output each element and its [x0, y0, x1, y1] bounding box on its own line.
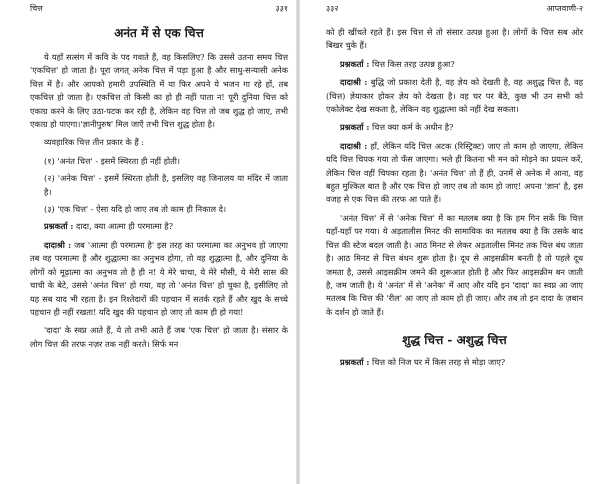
speaker-label: दादाश्री :	[340, 77, 368, 88]
left-page-number: ३३१	[275, 4, 288, 13]
right-page-header	[326, 3, 583, 14]
right-final-qa	[326, 356, 583, 369]
left-qa-1	[30, 220, 288, 233]
qa-text: चित्त को निज घर में किस तरह से मोड़ा जाए?	[372, 357, 506, 368]
right-header-title: आप्तवाणी-२	[546, 4, 583, 13]
speaker-label: दादाश्री :	[44, 239, 72, 250]
right-qa-1	[326, 58, 583, 71]
speaker-label: दादाश्री :	[340, 140, 368, 151]
speaker-label: प्रश्नकर्ता :	[340, 122, 370, 133]
left-qa-2	[30, 239, 288, 319]
left-list-item-1: (१) 'अनंत चित्त' - इसमें स्थिरता ही नहीं होती।	[44, 155, 180, 166]
right-opening-paragraph: को ही खींचते रहते हैं। इस चित्त से तो संसार उत्पन्न हुआ है। लोगों के चित्त सब ओर बिखर चुके हैं।	[326, 27, 583, 51]
qa-text: चित्त किस तरह उत्पन्न हुआ?	[372, 58, 455, 69]
left-header-title: चित्त	[30, 4, 43, 13]
qa-text: दादा, क्या आत्मा ही परमात्मा है?	[76, 221, 174, 232]
right-middle-paragraph: 'अनंत चित्त' में से 'अनेक चित्त' में का मतलब क्या है कि हम गिन सकें कि चित्त यहाँ-यहाँ पर गया। ये अड़तालीस मिनट की सामायिक का मतलब क्या है कि उसके बाद चित्त की स्टेज बदल जाती है। आठ मिनट से लेकर अड़तालीस मिनट तक चित्त बंध जाता है। आठ मिनट से चित्त बंधन शुरू होता है। दूध से आइसक्रीम बनती है तो पहले दूध जमता है, उससे आइसक्रीम जमने की शुरूआत होती है और फिर आइसक्रीम बन जाती है, जम जाती है। ये 'अनंत' में से 'अनेक' में आए और यदि इन 'दादा' का स्वप्न आ जाए मतलब कि चित्त की 'रील' आ जाए तो काम हो ही जाए। और तब तो इन दादा के ज़बान के दर्शन हो जाते हैं।	[326, 212, 583, 317]
left-page	[0, 0, 296, 484]
left-paragraph-1: ये यहाँ सत्संग में कवि के पद गवाते हैं, वह किसलिए? कि उससे उतना समय चित्त 'एकचित्त' हो जाता है। पूरा जगत् अनेक चित्त में पड़ा हुआ है और साधु-सन्यासी अनेक चित्त में है। और आपको हमारी उपस्थिति में या फिर अपने ये भजन गा रहे हों, तब एकचित्त हो जाता है। एकचित्त तो किसी का हो ही नहीं पाता न! पूरी दुनिया चित्त को एकाग्र करने के लिए उठा-पटक कर रही है, लेकिन वह चित्त तो जब शुद्ध हो जाए, तभी एकाग्र हो पाएगा।'ज्ञानीपुरुष' मिल जाएँ तभी चित्त शुद्ध होता है।	[30, 52, 288, 130]
right-qa-2	[326, 76, 583, 116]
left-section-title: अनंत में से एक चित्त	[114, 26, 204, 40]
speaker-label: प्रश्नकर्ता :	[340, 58, 370, 69]
speaker-label: प्रश्नकर्ता :	[340, 357, 370, 368]
qa-text: बुद्धि जो प्रकाश देती है, वह ज्ञेय को देखती है, वह अशुद्ध चित्त है, वह (चित्त) ज्ञेयाकार होकर ज्ञेय को देखता है। वह घर पर बैठे, कुछ भी उन सभी को एकोलेक्ट देख सकता है, लेकिन वह शुद्धात्मा को नहीं देख सकता।	[326, 77, 583, 115]
qa-text: हाँ, लेकिन यदि चित्त अटक (रिस्ट्रिक्ट) जाए तो काम हो जाएगा, लेकिन यदि चित्त चिपक गया तो फँस जाएगा। भले ही कितना भी मन को मोड़ने का प्रयत्न करें, लेकिन चित्त वहीं चिपका रहता है। 'अनंत चित्त' तो हैं ही, उनमें से अनेक में आना, वह बहुत मुश्किल बात है और एक चित्त हो जाए तब तो काम हो जाए! अपना 'ज्ञान' है, इस वजह से एक चित्त की तरफ आ पाते हैं।	[326, 140, 583, 205]
right-qa-3	[326, 121, 583, 134]
left-page-header	[30, 3, 288, 14]
left-paragraph-types-intro: व्यवहारिक चित्त तीन प्रकार के हैं :	[44, 137, 145, 148]
left-list-item-3: (३) 'एक चित्त' - ऐसा यदि हो जाए तब तो काम ही निकाल दे।	[44, 204, 227, 215]
qa-text: चित्त क्या कर्म के अधीन है?	[372, 122, 454, 133]
left-closing-paragraph: 'दादा' के स्वप्न आते हैं, ये तो तभी आते हैं जब 'एक चित्त' हो जाता है। संसार के लोग चित्त की तरफ नज़र तक नहीं करते। सिर्फ मन	[30, 325, 288, 349]
right-qa-4	[326, 140, 583, 207]
qa-text: जब 'आत्मा ही परमात्मा है' इस तरह का परमात्मा का अनुभव हो जाएगा तब वह परमात्मा है और शुद्धात्मा का अनुभव होगा, तो वह शुद्धात्मा है, और दुनिया के लोगों को मूढ़ात्मा का अनुभव तो है ही न! ये मेरे चाचा, ये मेरे मौसी, ये मेरी सास की चाची के बेटे, उससे 'अनंत चित्त' हो गया, वह तो 'अनंत चित्त' हो चुका है, इसीलिए तो यह सब याद भी रहता है। इन रिश्तेदारों की पहचान में सतर्क रहते हैं और खुद के सच्चे पहचान ही नहीं रखता! यदि खुद की पहचान हो जाए तो काम ही हो गया!	[30, 239, 288, 317]
right-page	[300, 0, 599, 484]
right-page-number: ३३२	[326, 4, 339, 13]
right-section-title: शुद्ध चित्त - अशुद्ध चित्त	[402, 333, 507, 348]
speaker-label: प्रश्नकर्ता :	[44, 221, 74, 232]
left-list-item-2: (२) 'अनेक चित्त' - इसमें स्थिरता होती है, इसलिए वह जिनालय या मंदिर में जाता है।	[44, 173, 288, 197]
